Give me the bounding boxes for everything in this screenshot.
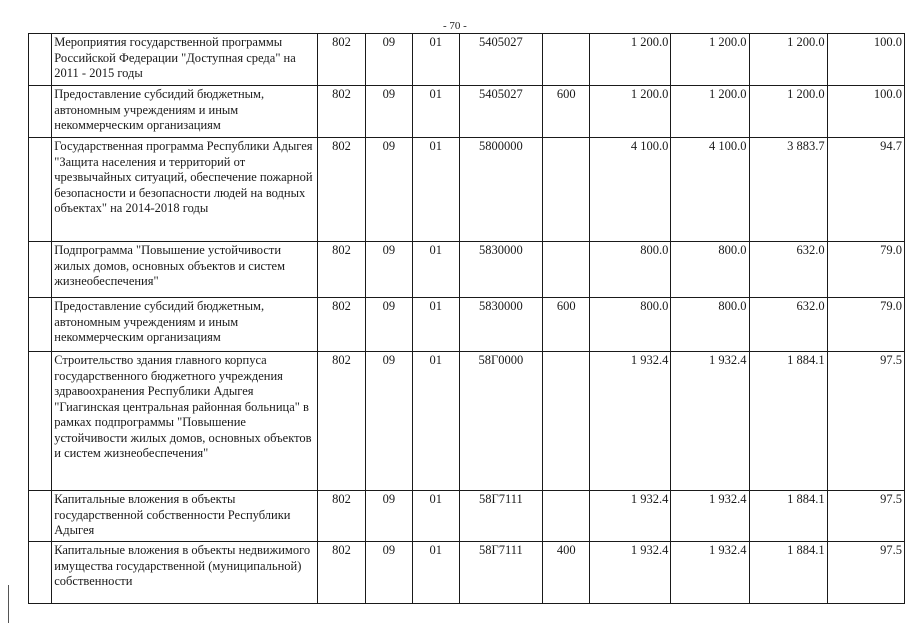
execution-percent: 100.0 bbox=[827, 86, 904, 138]
plan-initial: 800.0 bbox=[590, 298, 671, 352]
plan-initial: 800.0 bbox=[590, 242, 671, 298]
plan-initial: 1 932.4 bbox=[590, 491, 671, 542]
expense-type-code bbox=[543, 138, 590, 242]
executed-amount: 632.0 bbox=[749, 242, 827, 298]
target-code: 58Г7111 bbox=[459, 542, 543, 604]
table-row bbox=[29, 86, 905, 138]
execution-percent: 100.0 bbox=[827, 34, 904, 86]
target-code: 5405027 bbox=[459, 34, 543, 86]
target-code: 5830000 bbox=[459, 242, 543, 298]
plan-initial: 4 100.0 bbox=[590, 138, 671, 242]
table-row bbox=[29, 352, 905, 491]
plan-initial: 1 200.0 bbox=[590, 34, 671, 86]
table-row bbox=[29, 298, 905, 352]
execution-percent: 79.0 bbox=[827, 242, 904, 298]
table-row bbox=[29, 491, 905, 542]
subsection-code: 01 bbox=[412, 491, 459, 542]
plan-revised: 1 200.0 bbox=[671, 86, 749, 138]
plan-revised: 1 932.4 bbox=[671, 542, 749, 604]
section-code: 09 bbox=[365, 138, 412, 242]
section-code: 09 bbox=[365, 298, 412, 352]
margin-cell bbox=[29, 491, 52, 542]
plan-initial: 1 200.0 bbox=[590, 86, 671, 138]
target-code: 5830000 bbox=[459, 298, 543, 352]
expense-name: Подпрограмма "Повышение устойчивости жилых домов, основных объектов и систем жизнеобеспечения" bbox=[52, 242, 318, 298]
expense-type-code bbox=[543, 352, 590, 491]
binding-mark bbox=[8, 585, 9, 623]
executed-amount: 1 200.0 bbox=[749, 86, 827, 138]
plan-revised: 1 932.4 bbox=[671, 352, 749, 491]
expense-type-code: 400 bbox=[543, 542, 590, 604]
plan-revised: 800.0 bbox=[671, 242, 749, 298]
subsection-code: 01 bbox=[412, 352, 459, 491]
table-row bbox=[29, 542, 905, 604]
executed-amount: 1 200.0 bbox=[749, 34, 827, 86]
margin-cell bbox=[29, 352, 52, 491]
ministry-code: 802 bbox=[317, 542, 365, 604]
target-code: 5405027 bbox=[459, 86, 543, 138]
section-code: 09 bbox=[365, 86, 412, 138]
subsection-code: 01 bbox=[412, 298, 459, 352]
plan-revised: 1 932.4 bbox=[671, 491, 749, 542]
target-code: 5800000 bbox=[459, 138, 543, 242]
executed-amount: 1 884.1 bbox=[749, 352, 827, 491]
expense-type-code bbox=[543, 491, 590, 542]
execution-percent: 94.7 bbox=[827, 138, 904, 242]
execution-percent: 97.5 bbox=[827, 491, 904, 542]
executed-amount: 1 884.1 bbox=[749, 542, 827, 604]
ministry-code: 802 bbox=[317, 491, 365, 542]
margin-cell bbox=[29, 34, 52, 86]
margin-cell bbox=[29, 542, 52, 604]
executed-amount: 3 883.7 bbox=[749, 138, 827, 242]
section-code: 09 bbox=[365, 542, 412, 604]
table-row bbox=[29, 34, 905, 86]
ministry-code: 802 bbox=[317, 242, 365, 298]
margin-cell bbox=[29, 242, 52, 298]
target-code: 58Г0000 bbox=[459, 352, 543, 491]
plan-revised: 800.0 bbox=[671, 298, 749, 352]
table-row bbox=[29, 138, 905, 242]
expense-name: Строительство здания главного корпуса государственного бюджетного учреждения здравоохранения Республики Адыгея "Гиагинская центральная районная больница" в рамках подпрограммы "Повышение устойчивости жилых домов, основных объектов и систем жизнеобеспечения" bbox=[52, 352, 318, 491]
expense-name: Предоставление субсидий бюджетным, автономным учреждениям и иным некоммерческим организациям bbox=[52, 86, 318, 138]
plan-initial: 1 932.4 bbox=[590, 352, 671, 491]
plan-initial: 1 932.4 bbox=[590, 542, 671, 604]
section-code: 09 bbox=[365, 352, 412, 491]
ministry-code: 802 bbox=[317, 298, 365, 352]
expense-name: Капитальные вложения в объекты недвижимого имущества государственной (муниципальной) собственности bbox=[52, 542, 318, 604]
margin-cell bbox=[29, 298, 52, 352]
execution-percent: 97.5 bbox=[827, 542, 904, 604]
plan-revised: 4 100.0 bbox=[671, 138, 749, 242]
expense-name: Капитальные вложения в объекты государственной собственности Республики Адыгея bbox=[52, 491, 318, 542]
subsection-code: 01 bbox=[412, 138, 459, 242]
target-code: 58Г7111 bbox=[459, 491, 543, 542]
expense-name: Государственная программа Республики Адыгея "Защита населения и территорий от чрезвычайных ситуаций, обеспечение пожарной безопасности и безопасности людей на водных объектах" на 2014-2018 годы bbox=[52, 138, 318, 242]
expense-type-code: 600 bbox=[543, 86, 590, 138]
section-code: 09 bbox=[365, 491, 412, 542]
table-row bbox=[29, 242, 905, 298]
executed-amount: 1 884.1 bbox=[749, 491, 827, 542]
plan-revised: 1 200.0 bbox=[671, 34, 749, 86]
subsection-code: 01 bbox=[412, 242, 459, 298]
ministry-code: 802 bbox=[317, 86, 365, 138]
margin-cell bbox=[29, 138, 52, 242]
margin-cell bbox=[29, 86, 52, 138]
ministry-code: 802 bbox=[317, 352, 365, 491]
ministry-code: 802 bbox=[317, 138, 365, 242]
execution-percent: 79.0 bbox=[827, 298, 904, 352]
ministry-code: 802 bbox=[317, 34, 365, 86]
subsection-code: 01 bbox=[412, 86, 459, 138]
expense-type-code bbox=[543, 34, 590, 86]
page-number: - 70 - bbox=[443, 20, 467, 32]
executed-amount: 632.0 bbox=[749, 298, 827, 352]
execution-percent: 97.5 bbox=[827, 352, 904, 491]
expense-name: Мероприятия государственной программы Российской Федерации "Доступная среда" на 2011 - 2015 годы bbox=[52, 34, 318, 86]
subsection-code: 01 bbox=[412, 34, 459, 86]
section-code: 09 bbox=[365, 242, 412, 298]
subsection-code: 01 bbox=[412, 542, 459, 604]
expense-name: Предоставление субсидий бюджетным, автономным учреждениям и иным некоммерческим организациям bbox=[52, 298, 318, 352]
budget-table bbox=[28, 33, 905, 604]
section-code: 09 bbox=[365, 34, 412, 86]
expense-type-code: 600 bbox=[543, 298, 590, 352]
expense-type-code bbox=[543, 242, 590, 298]
